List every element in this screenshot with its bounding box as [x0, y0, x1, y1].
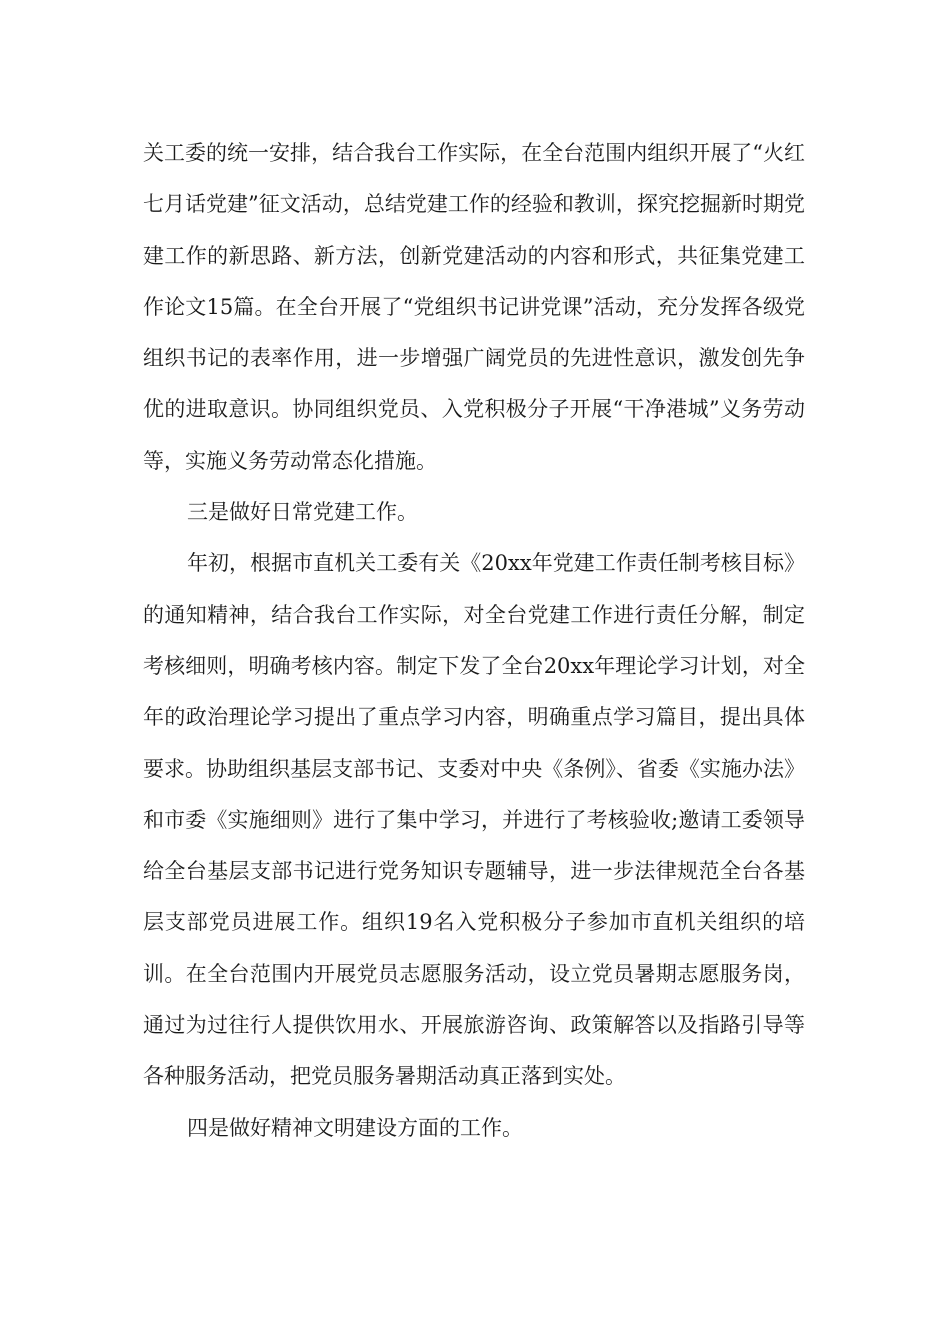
document-body — [143, 128, 805, 1154]
section-heading-four: 四是做好精神文明建设方面的工作。 — [187, 1115, 523, 1140]
section-heading-three: 三是做好日常党建工作。 — [187, 500, 418, 525]
paragraph-continuation: 关工委的统一安排，结合我台工作实际，在全台范围内组织开展了“火红七月话党建”征文活动，总结党建工作的经验和教训，探究挖掘新时期党建工作的新思路、新方法，创新党建活动的内容和形式，共征集党建工作论文15篇。在全台开展了“党组织书记讲党课”活动，充分发挥各级党组织书记的表率作用，进一步增强广阔党员的先进性意识，激发创先争优的进取意识。协同组织党员、入党积极分子开展“干净港城”义务劳动等，实施义务劳动常态化措施。 — [143, 141, 805, 473]
paragraph-daily-party-work: 年初，根据市直机关工委有关《20xx年党建工作责任制考核目标》的通知精神，结合我台工作实际，对全台党建工作进行责任分解，制定考核细则，明确考核内容。制定下发了全台20xx年理论学习计划，对全年的政治理论学习提出了重点学习内容，明确重点学习篇目，提出具体要求。协助组织基层支部书记、支委对中央《条例》、省委《实施办法》和市委《实施细则》进行了集中学习，并进行了考核验收;邀请工委领导给全台基层支部书记进行党务知识专题辅导，进一步法律规范全台各基层支部党员进展工作。组织19名入党积极分子参加市直机关组织的培训。在全台范围内开展党员志愿服务活动，设立党员暑期志愿服务岗，通过为过往行人提供饮用水、开展旅游咨询、政策解答以及指路引导等各种服务活动，把党员服务暑期活动真正落到实处。 — [143, 551, 805, 1089]
